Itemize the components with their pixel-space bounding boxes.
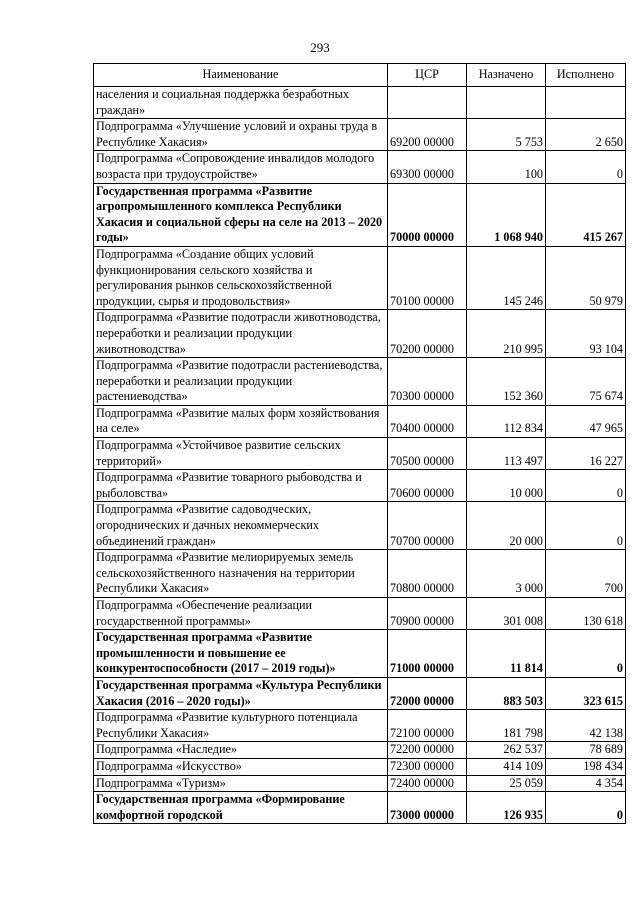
table-row [94, 758, 626, 775]
header-planned: Назначено [467, 64, 546, 87]
row-planned: 10 000 [467, 470, 546, 502]
row-csr: 72200 00000 [388, 742, 467, 759]
row-planned: 301 008 [467, 598, 546, 630]
table-row [94, 310, 626, 358]
row-planned: 100 [467, 151, 546, 183]
row-csr: 70200 00000 [388, 310, 467, 358]
table-row [94, 358, 626, 406]
row-name: Государственная программа «Развитие агропромышленного комплекса Республики Хакасия и социальной сферы на селе на 2013 – 2020 годы» [94, 183, 388, 246]
row-csr: 69300 00000 [388, 151, 467, 183]
row-executed: 0 [546, 792, 626, 824]
table-row [94, 119, 626, 151]
row-executed: 47 965 [546, 405, 626, 437]
row-executed: 0 [546, 151, 626, 183]
table-row [94, 502, 626, 550]
header-name: Наименование [94, 64, 388, 87]
row-name: Государственная программа «Формирование комфортной городской [94, 792, 388, 824]
row-planned: 112 834 [467, 405, 546, 437]
table-row [94, 775, 626, 792]
row-planned: 181 798 [467, 710, 546, 742]
program-row [94, 630, 626, 678]
row-planned: 1 068 940 [467, 183, 546, 246]
row-executed: 75 674 [546, 358, 626, 406]
row-name: Государственная программа «Развитие промышленности и повышение ее конкурентоспособности (2017 – 2019 годы)» [94, 630, 388, 678]
row-csr: 70300 00000 [388, 358, 467, 406]
program-row [94, 792, 626, 824]
row-csr: 70500 00000 [388, 438, 467, 470]
header-csr: ЦСР [388, 64, 467, 87]
row-planned: 11 814 [467, 630, 546, 678]
row-name: Подпрограмма «Сопровождение инвалидов молодого возраста при трудоустройстве» [94, 151, 388, 183]
row-executed: 0 [546, 470, 626, 502]
row-planned: 883 503 [467, 677, 546, 709]
row-planned: 262 537 [467, 742, 546, 759]
row-csr [388, 87, 467, 119]
row-name: Подпрограмма «Устойчивое развитие сельских территорий» [94, 438, 388, 470]
row-name: Государственная программа «Культура Республики Хакасия (2016 – 2020 годы)» [94, 677, 388, 709]
table-row [94, 710, 626, 742]
table-row [94, 87, 626, 119]
row-planned: 210 995 [467, 310, 546, 358]
row-csr: 70900 00000 [388, 598, 467, 630]
row-csr: 71000 00000 [388, 630, 467, 678]
program-row [94, 183, 626, 246]
row-name: Подпрограмма «Создание общих условий функционирования сельского хозяйства и регулирования рынков сельскохозяйственной продукции, сырья и продовольствия» [94, 246, 388, 309]
row-planned: 20 000 [467, 502, 546, 550]
row-name: Подпрограмма «Развитие садоводческих, огороднических и дачных некоммерческих объединений граждан» [94, 502, 388, 550]
table-row [94, 742, 626, 759]
row-planned: 126 935 [467, 792, 546, 824]
row-name: Подпрограмма «Развитие мелиорируемых земель сельскохозяйственного назначения на территории Республики Хакасия» [94, 550, 388, 598]
row-executed: 323 615 [546, 677, 626, 709]
row-executed: 16 227 [546, 438, 626, 470]
row-csr: 69200 00000 [388, 119, 467, 151]
row-name: Подпрограмма «Развитие товарного рыбоводства и рыболовства» [94, 470, 388, 502]
table-header-row [94, 64, 626, 87]
row-csr: 70700 00000 [388, 502, 467, 550]
budget-table [93, 63, 626, 824]
row-name: Подпрограмма «Наследие» [94, 742, 388, 759]
row-executed: 78 689 [546, 742, 626, 759]
program-row [94, 677, 626, 709]
table-row [94, 550, 626, 598]
table-row [94, 470, 626, 502]
page-number: 293 [310, 40, 330, 55]
row-planned: 152 360 [467, 358, 546, 406]
row-planned: 5 753 [467, 119, 546, 151]
row-executed: 4 354 [546, 775, 626, 792]
row-planned: 25 059 [467, 775, 546, 792]
row-csr: 72000 00000 [388, 677, 467, 709]
row-name: Подпрограмма «Туризм» [94, 775, 388, 792]
row-name: Подпрограмма «Улучшение условий и охраны труда в Республике Хакасия» [94, 119, 388, 151]
table-row [94, 438, 626, 470]
row-csr: 72300 00000 [388, 758, 467, 775]
row-planned: 3 000 [467, 550, 546, 598]
table-body [94, 87, 626, 824]
row-name: Подпрограмма «Развитие подотрасли растениеводства, переработки и реализации продукции растениеводства» [94, 358, 388, 406]
row-planned [467, 87, 546, 119]
row-csr: 70400 00000 [388, 405, 467, 437]
table-row [94, 598, 626, 630]
row-executed: 0 [546, 502, 626, 550]
row-name: Подпрограмма «Развитие культурного потенциала Республики Хакасия» [94, 710, 388, 742]
row-name: Подпрограмма «Развитие малых форм хозяйствования на селе» [94, 405, 388, 437]
row-executed: 50 979 [546, 246, 626, 309]
row-executed: 198 434 [546, 758, 626, 775]
row-executed: 42 138 [546, 710, 626, 742]
row-csr: 70800 00000 [388, 550, 467, 598]
row-csr: 70100 00000 [388, 246, 467, 309]
row-name: Подпрограмма «Обеспечение реализации государственной программы» [94, 598, 388, 630]
header-executed: Исполнено [546, 64, 626, 87]
row-executed: 415 267 [546, 183, 626, 246]
table-row [94, 151, 626, 183]
table-row [94, 405, 626, 437]
row-name: Подпрограмма «Развитие подотрасли животноводства, переработки и реализации продукции животноводства» [94, 310, 388, 358]
row-csr: 70000 00000 [388, 183, 467, 246]
row-planned: 113 497 [467, 438, 546, 470]
table-row [94, 246, 626, 309]
row-name: Подпрограмма «Искусство» [94, 758, 388, 775]
row-planned: 414 109 [467, 758, 546, 775]
row-csr: 72100 00000 [388, 710, 467, 742]
row-csr: 72400 00000 [388, 775, 467, 792]
row-executed: 93 104 [546, 310, 626, 358]
row-executed: 0 [546, 630, 626, 678]
row-executed: 700 [546, 550, 626, 598]
row-csr: 70600 00000 [388, 470, 467, 502]
row-executed: 130 618 [546, 598, 626, 630]
row-csr: 73000 00000 [388, 792, 467, 824]
row-executed: 2 650 [546, 119, 626, 151]
row-name: населения и социальная поддержка безработных граждан» [94, 87, 388, 119]
row-executed [546, 87, 626, 119]
row-planned: 145 246 [467, 246, 546, 309]
